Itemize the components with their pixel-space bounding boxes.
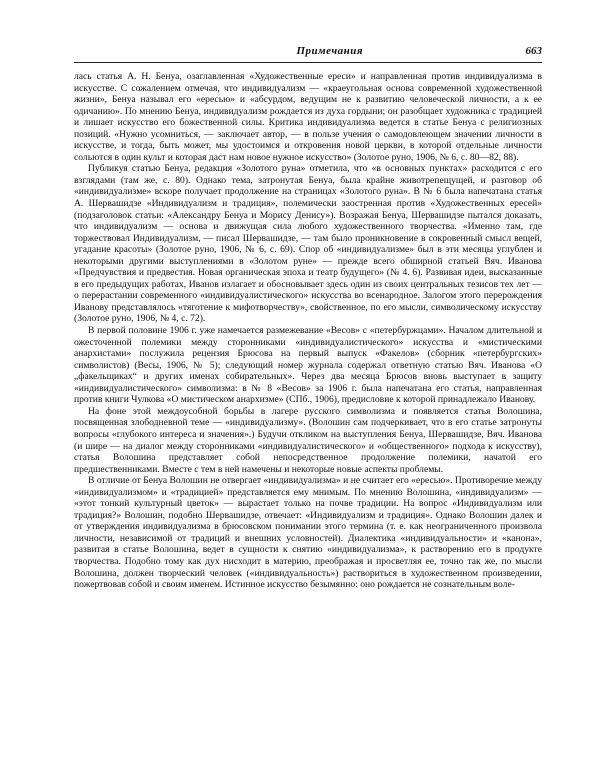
page-number: 663 xyxy=(525,45,542,57)
paragraph: В первой половине 1906 г. уже намечается размежевание «Весов» с «петербуржцами». Началом длительной и ожесточенной полемики между сторонниками «индивидуалистического» искусства и «мистическими анархистами» послужила рецензия Брюсова на первый выпуск «Факелов» (сборник «петербургских» символистов) (Весы, 1906, № 5); следующий номер журнала содержал ответную статью Вяч. Иванова «О „факельщиках“ и других именах собирательных». Через два месяца Брюсов вновь выступает в защиту «индивидуалистического» символизма: в № 8 «Весов» за 1906 г. была напечатана его статья, направленная против книги Чулкова «О мистическом анархизме» (СПб., 1906), предисловие к которой принадлежало Иванову. xyxy=(74,325,542,406)
paragraph: На фоне этой междоусобной борьбы в лагере русского символизма и появляется статья Волошина, посвященная злободневной теме — «индивидуализму». (Волошин сам подчеркивает, что в его статье затронуты вопросы «глубокого интереса и значения».) Будучи откликом на выступления Бенуа, Шервашидзе, Вяч. Иванова (и шире — на диалог между сторонниками «индивидуалистического» и «общественного» подхода к искусству), статья Волошина представляет собой непосредственное продолжение полемики, начатой его предшественниками. Вместе с тем в ней намечены и некоторые новые аспекты проблемы. xyxy=(74,405,542,475)
page-header xyxy=(74,44,542,58)
paragraph: лась статья А. Н. Бенуа, озаглавленная «Художественные ереси» и направленная против индивидуализма в искусстве. С сожалением отмечая, что индивидуализм — «краеугольная основа современной художественной жизни», Бенуа называл его «ересью» и «абсурдом, ведущим не к развитию человеческой личности, а к ее одичанию». По мнению Бенуа, индивидуализм рождается из духа гордыни; он разобщает художника с традицией и лишает искусство его божественной силы. Критика индивидуализма ведется в статье Бенуа с религиозных позиций. «Нужно усомниться, — заключает автор, — в пользе учения о самодовлеющем значении личности в искусстве, и тогда, быть может, мы удостоимся и откровения новой церкви, в которой отдельные личности сольются в один культ и которая даст нам новое нужное искусство» (Золотое руно, 1906, № 6, с. 80—82, 88). xyxy=(74,71,542,163)
paragraph: Публикуя статью Бенуа, редакция «Золотого руна» отметила, что «в основных пунктах» расходится с его взглядами (там же, с. 80). Однако тема, затронутая Бенуа, была крайне животрепещущей, и разговор об «индивидуализме» вскоре получает продолжение на страницах «Золотого руна». В № 6 была напечатана статья А. Шервашидзе «Индивидуализм и традиция», полемически заостренная против «Художественных ересей» (подзаголовок статьи: «Александру Бенуа и Морису Денису»). Возражая Бенуа, Шервашидзе пытался доказать, что индивидуализм — основа и движущая сила любого художественного творчества. «Именно там, где торжествовал Индивидуализм, — писал Шервашидзе, — там было проникновение в сокровенный смысл вещей, угадание красоты» (Золотое руно, 1906, № 6, с. 69). Спор об «индивидуализме» был в эти месяцы углублен и некоторыми другими выступлениями в «Золотом руне» — прежде всего обширной статьей Вяч. Иванова «Предчувствия и предвестия. Новая органическая эпоха и театр будущего» (№ 4. 6). Развивая идеи, высказанные в его предыдущих работах, Иванов излагает и обосновывает здесь один из своих центральных тезисов тех лет — о перерастании современного «индивидуалистического» искусства во всенародное. Залогом этого перерождения Иванову представлялось «тяготение к мифотворчеству», свойственное, по его мысли, символическому искусству (Золотое руно, 1906, № 4, с. 72). xyxy=(74,163,542,325)
page-body xyxy=(74,71,542,591)
paragraph: В отличие от Бенуа Волошин не отвергает «индивидуализма» и не считает его «ересью». Противоречие между «индивидуализмом» и «традицией» представляется ему мнимым. По мнению Волошина, «индивидуализм» — «этот тонкий культурный цветок» — вырастает только на почве традиции. На вопрос «Индивидуализм или традиция?» Волошин, подобно Шервашидзе, отвечает: «Индивидуализм и традиция». Однако Волошин далек и от утверждения индивидуализма в брюсовском понимании этого термина (т. е. как неограниченного произвола личности, независимой от традиций и внешних условностей). Диалектика «индивидуальности» и «канона», развитая в статье Волошина, ведет в сущности к снятию «индивидуализма», к растворению его в продукте творчества. Подобно тому как дух нисходит в материю, преображая и просветляя ее, точно так же, по мысли Волошина, должен творческий человек («индивидуальность») раствориться в художественном произведении, пожертвовав собой и своим именем. Истинное искусство безымянно: оно рождается не сознательным воле- xyxy=(74,475,542,591)
header-rule xyxy=(74,62,542,63)
running-title: Примечания xyxy=(296,45,364,57)
